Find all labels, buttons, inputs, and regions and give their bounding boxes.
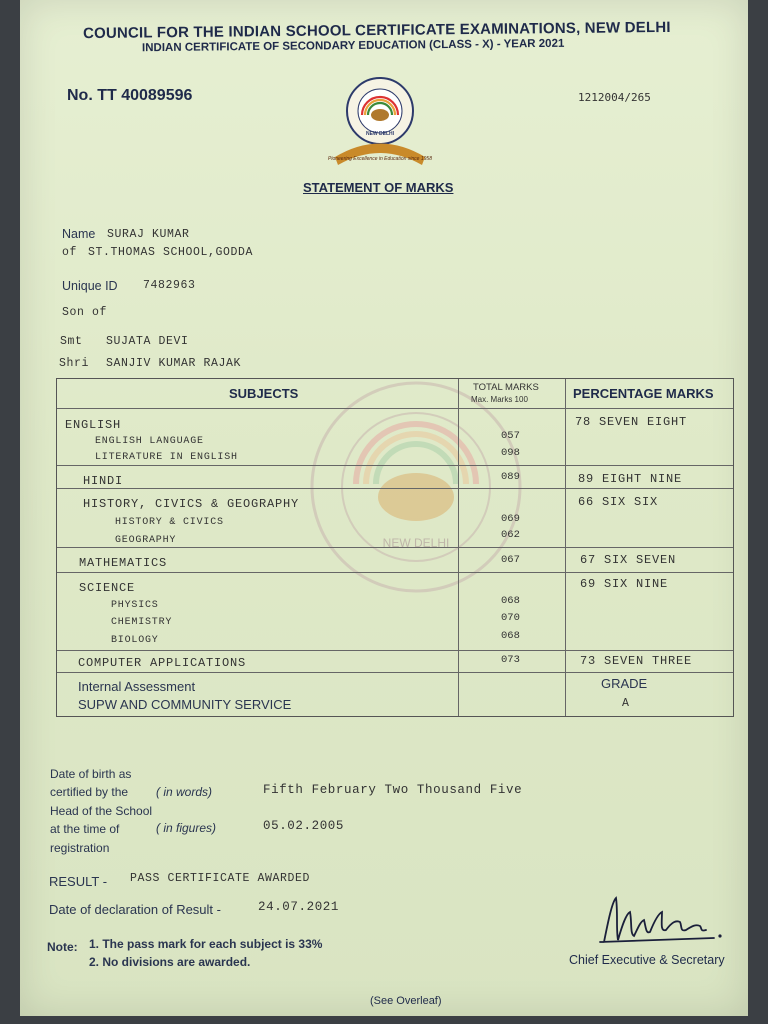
supw-grade: A	[622, 697, 630, 710]
mark-computer-applications: 073	[501, 654, 520, 666]
father-name: SANJIV KUMAR RAJAK	[106, 357, 242, 370]
pct-english: 78 SEVEN EIGHT	[575, 415, 688, 429]
dob-line-5: registration	[50, 841, 110, 855]
grade-label: GRADE	[601, 676, 648, 691]
internal-assessment-label: Internal Assessment	[78, 679, 196, 694]
subject-computer-applications: COMPUTER APPLICATIONS	[78, 656, 247, 670]
subject-science: SCIENCE	[79, 581, 136, 595]
subpart-geography: GEOGRAPHY	[115, 535, 177, 546]
percentage-header: PERCENTAGE MARKS	[573, 386, 714, 401]
marks-table	[56, 378, 734, 717]
signature	[596, 892, 736, 948]
result-label: RESULT -	[49, 874, 108, 889]
council-emblem	[280, 75, 480, 175]
result-value: PASS CERTIFICATE AWARDED	[130, 872, 311, 885]
emblem-ribbon-text: Pioneering Excellence in Education since 1958	[328, 156, 432, 162]
dob-line-1: Date of birth as	[50, 767, 132, 781]
subject-hcg: HISTORY, CIVICS & GEOGRAPHY	[83, 497, 300, 511]
subpart-literature: LITERATURE IN ENGLISH	[95, 452, 238, 463]
pct-science: 69 SIX NINE	[580, 577, 669, 591]
subpart-english-language: ENGLISH LANGUAGE	[95, 436, 204, 447]
mark-chemistry: 070	[501, 612, 520, 624]
son-of-label: Son of	[62, 306, 108, 319]
watermark-seal	[301, 379, 531, 594]
dob-line-3: Head of the School	[50, 804, 153, 818]
dob-words: Fifth February Two Thousand Five	[263, 783, 523, 797]
subject-hindi: HINDI	[83, 474, 124, 488]
declaration-label: Date of declaration of Result -	[49, 902, 221, 917]
subjects-header: SUBJECTS	[229, 386, 299, 401]
subject-mathematics: MATHEMATICS	[79, 556, 168, 570]
declaration-date: 24.07.2021	[258, 900, 340, 914]
reference-code: 1212004/265	[578, 91, 651, 104]
in-figures-label: ( in figures)	[156, 821, 217, 835]
unique-id-label: Unique ID	[62, 279, 118, 293]
max-marks-header: Max. Marks 100	[471, 395, 528, 404]
total-marks-header: TOTAL MARKS	[473, 382, 539, 393]
mother-name: SUJATA DEVI	[106, 335, 189, 348]
council-title: COUNCIL FOR THE INDIAN SCHOOL CERTIFICATE EXAMINATIONS, NEW DELHI	[82, 18, 671, 43]
watermark-city: NEW DELHI	[382, 536, 450, 550]
note-2: 2. No divisions are awarded.	[89, 955, 251, 969]
mark-mathematics: 067	[501, 554, 520, 566]
pct-hindi: 89 EIGHT NINE	[578, 472, 683, 486]
note-prefix: Note:	[47, 940, 78, 954]
dob-line-2: certified by the	[50, 785, 129, 799]
mark-hindi: 089	[501, 471, 520, 483]
subpart-biology: BIOLOGY	[111, 635, 159, 646]
of-label: of	[62, 246, 78, 259]
mark-history-civics: 069	[501, 513, 520, 525]
note-1: 1. The pass mark for each subject is 33%	[89, 937, 323, 951]
watermark-elephant-icon	[378, 473, 454, 521]
pct-mathematics: 67 SIX SEVEN	[580, 553, 677, 567]
name-label: Name	[62, 227, 96, 241]
certificate-paper	[20, 0, 748, 1016]
certificate-number: No. TT 40089596	[67, 87, 193, 104]
dob-figures: 05.02.2005	[263, 819, 345, 833]
elephant-icon	[371, 109, 389, 121]
candidate-name: SURAJ KUMAR	[107, 228, 190, 241]
emblem-city: NEW DELHI	[365, 131, 395, 137]
smt-label: Smt	[60, 335, 83, 348]
school-name: ST.THOMAS SCHOOL,GODDA	[88, 246, 254, 259]
pct-computer-applications: 73 SEVEN THREE	[580, 654, 693, 668]
in-words-label: ( in words)	[156, 785, 213, 799]
see-overleaf: (See Overleaf)	[370, 995, 442, 1007]
mark-english-language: 057	[501, 430, 520, 442]
subject-english: ENGLISH	[65, 418, 122, 432]
mark-geography: 062	[501, 529, 520, 541]
shri-label: Shri	[59, 357, 90, 370]
pct-hcg: 66 SIX SIX	[578, 495, 659, 509]
statement-title: STATEMENT OF MARKS	[303, 180, 454, 195]
subpart-chemistry: CHEMISTRY	[111, 617, 173, 628]
signatory-title: Chief Executive & Secretary	[569, 953, 725, 967]
unique-id: 7482963	[143, 279, 196, 292]
mark-literature: 098	[501, 447, 520, 459]
supw-label: SUPW AND COMMUNITY SERVICE	[78, 697, 292, 712]
subpart-history-civics: HISTORY & CIVICS	[115, 517, 224, 528]
exam-title: INDIAN CERTIFICATE OF SECONDARY EDUCATION (CLASS - X) - YEAR 2021	[141, 37, 565, 55]
mark-biology: 068	[501, 630, 520, 642]
subpart-physics: PHYSICS	[111, 600, 159, 611]
dob-line-4: at the time of	[50, 822, 120, 836]
mark-physics: 068	[501, 595, 520, 607]
